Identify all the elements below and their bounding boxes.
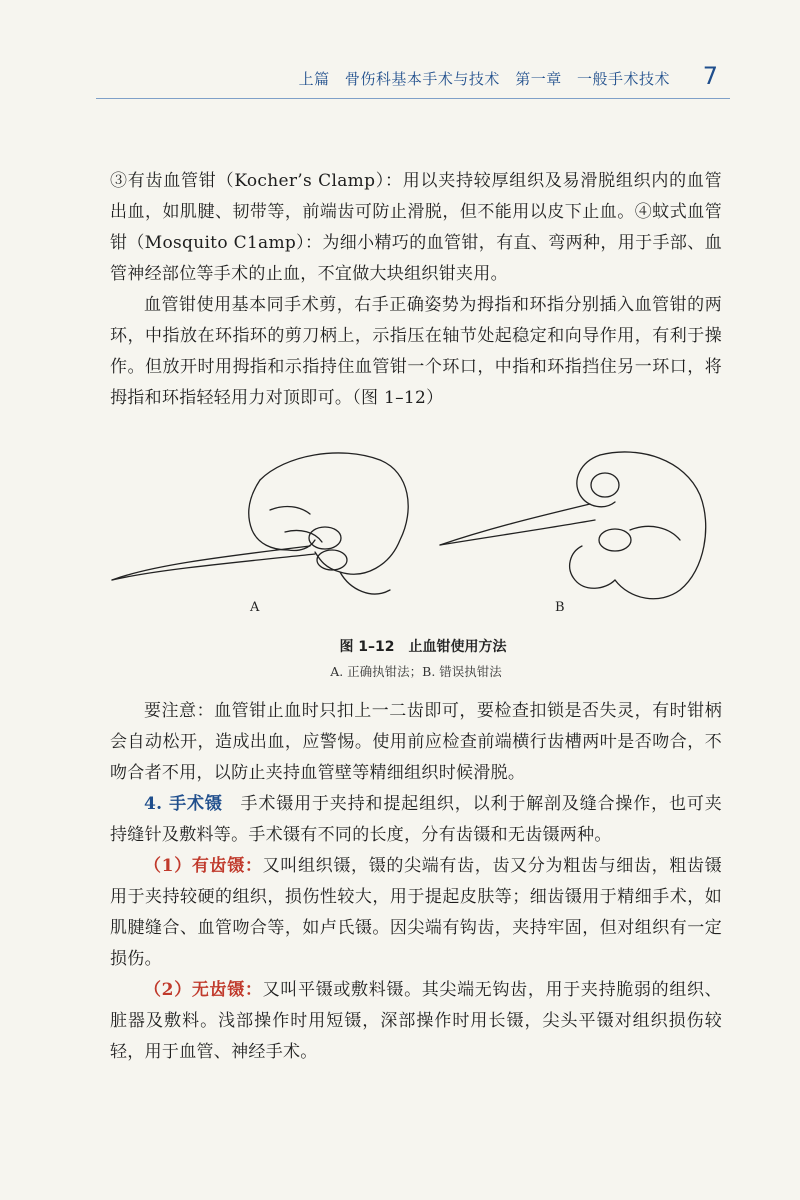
figure-1-12 [110,440,722,680]
part-title: 骨伤科基本手术与技术 [344,70,500,88]
panel-b-label: B [555,600,565,615]
paragraph-clamp-usage: 血管钳使用基本同手术剪，右手正确姿势为拇指和环指分别插入血管钳的两环，中指放在环指环的剪刀柄上，示指压在轴节处起稳定和向导作用，有利于操作。但放开时用拇指和示指持住血管钳一个环口，中指和环指挡住另一环口，将拇指和环指轻轻用力对顶即可。（图 1–12） [110,295,722,408]
subheading-toothed-forceps: （1）有齿镊： [144,856,263,876]
paragraph-caution: 要注意：血管钳止血时只扣上一二齿即可，要检查扣锁是否失灵，有时钳柄会自动松开，造成出血，应警惕。使用前应检查前端横行齿槽两叶是否吻合，不吻合者不用，以防止夹持血管壁等精细组织时候滑脱。 [110,701,722,783]
body-text-bottom [110,696,722,1068]
panel-a-drawing [112,453,408,594]
paragraph-forceps [110,789,722,851]
figure-number: 图 1–12 [339,639,395,655]
part-label: 上篇 [298,70,330,88]
running-head [289,68,670,89]
chapter-title: 一般手术技术 [576,70,670,88]
text-toothed-forceps: 又叫组织镊，镊的尖端有齿，齿又分为粗齿与细齿，粗齿镊用于夹持较硬的组织，损伤性较大，用于提起皮肤等；细齿镊用于精细手术，如肌腱缝合、血管吻合等，如卢氏镊。因尖端有钩齿，夹持牢固，但对组织有一定损伤。 [110,856,722,969]
text-plain-forceps: 又叫平镊或敷料镊。其尖端无钩齿，用于夹持脆弱的组织、脏器及敷料。浅部操作时用短镊，深部操作时用长镊，尖头平镊对组织损伤较轻，用于血管、神经手术。 [110,980,722,1062]
paragraph-clamp-types: ③有齿血管钳（Kocher’s Clamp）：用以夹持较厚组织及易滑脱组织内的血管出血，如肌腱、韧带等，前端齿可防止滑脱，但不能用以皮下止血。④蚊式血管钳（Mosquito C1amp）：为细小精巧的血管钳，有直、弯两种，用于手部、血管神经部位等手术的止血，不宜做大块组织钳夹用。 [110,171,722,284]
body-text-top [110,166,722,414]
figure-subcaption: A. 正确执钳法；B. 错误执钳法 [330,664,502,679]
section-text-forceps: 手术镊用于夹持和提起组织，以利于解剖及缝合操作，也可夹持缝针及敷料等。手术镊有不同的长度，分有齿镊和无齿镊两种。 [110,794,722,845]
subheading-plain-forceps: （2）无齿镊： [144,980,263,1000]
header-rule [96,98,730,99]
figure-caption [110,636,722,656]
section-heading-forceps: 4. 手术镊 [144,794,223,814]
paragraph-plain-forceps [110,975,722,1068]
page-number: 7 [702,62,718,90]
panel-a-label: A [250,600,260,615]
chapter-label: 第一章 [515,70,562,88]
paragraph-toothed-forceps [110,851,722,975]
panel-b-drawing [440,452,706,599]
figure-title: 止血钳使用方法 [408,639,507,655]
clamp-illustration [110,440,722,630]
